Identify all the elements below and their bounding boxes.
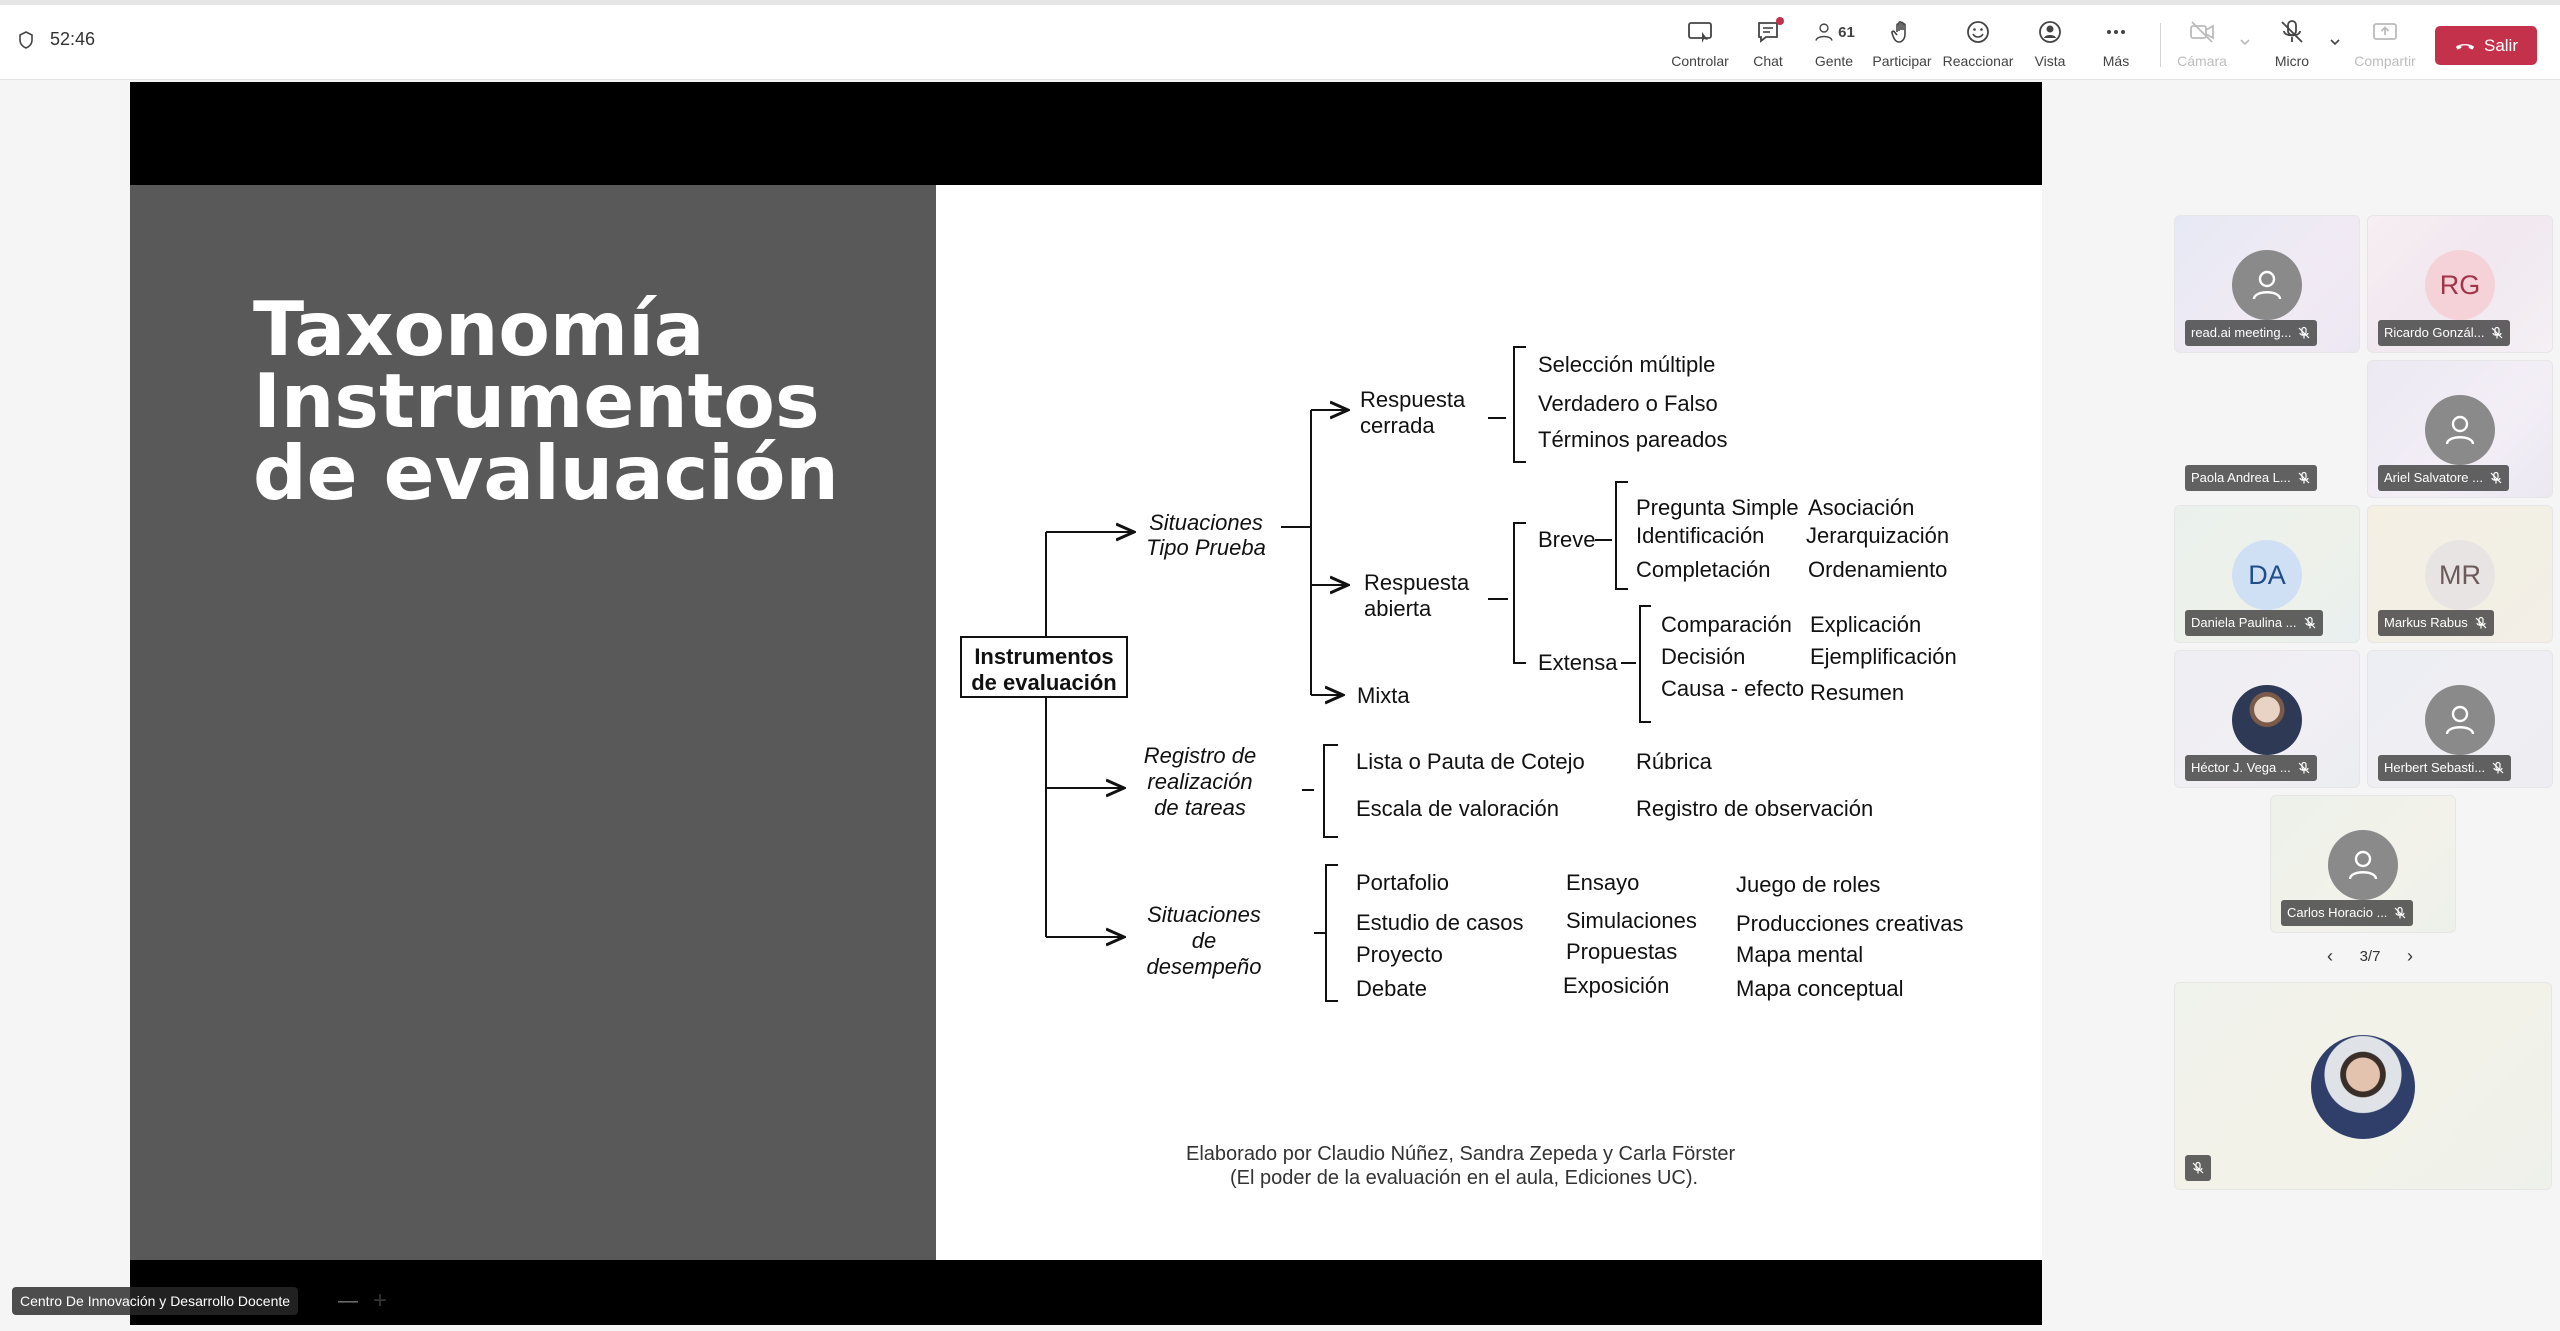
desempeno-label: desempeño [1146, 954, 1262, 979]
zoom-out-button[interactable]: — [338, 1290, 358, 1312]
mic-muted-icon [2491, 761, 2505, 775]
camera-button[interactable] [2176, 15, 2228, 77]
avatar [2232, 250, 2302, 320]
gallery-pager [2320, 944, 2420, 968]
participant-tile[interactable] [2367, 650, 2553, 788]
people-button[interactable] [1808, 15, 1860, 77]
raise-hand-button[interactable] [1870, 15, 1934, 77]
registro-label: de tareas [1154, 795, 1246, 820]
root-label: Instrumentos [974, 644, 1114, 669]
cerrada-item: Términos pareados [1538, 427, 1728, 452]
emoji-icon [1964, 18, 1992, 46]
control-icon [1686, 18, 1714, 46]
camera-label: Cámara [2177, 53, 2227, 69]
control-button[interactable] [1668, 15, 1732, 77]
breve-item: Identificación [1636, 523, 1765, 548]
camera-off-icon [2188, 18, 2216, 46]
people-label: Gente [1814, 53, 1854, 69]
breve-label: Breve [1538, 527, 1596, 552]
respuesta-abierta-label: abierta [1364, 596, 1432, 621]
participant-name-tag [2185, 465, 2317, 491]
person-icon [2248, 266, 2286, 304]
timer-text: 52:46 [50, 29, 96, 49]
registro-item: Escala de valoración [1356, 796, 1560, 821]
phone-hangup-icon [2454, 35, 2476, 57]
taxonomy-diagram-svg [936, 185, 2042, 1260]
participant-tile[interactable] [2367, 505, 2553, 643]
mic-muted-icon [2393, 906, 2407, 920]
cerrada-item: Verdadero o Falso [1538, 391, 1718, 416]
extensa-item: Decisión [1661, 644, 1746, 669]
participant-tile[interactable] [2367, 360, 2553, 498]
participant-name: Carlos Horacio ... [2287, 905, 2388, 920]
control-label: Controlar [1671, 53, 1729, 69]
self-mic-status [2185, 1155, 2211, 1181]
avatar [2425, 685, 2495, 755]
avatar [2232, 685, 2302, 755]
breve-item: Asociación [1808, 495, 1915, 520]
participant-tile[interactable] [2367, 215, 2553, 353]
mic-muted-icon [2490, 326, 2504, 340]
leave-label: Salir [2483, 35, 2518, 55]
desempeno-item: Proyecto [1356, 942, 1443, 967]
respuesta-cerrada-label: Respuesta [1360, 387, 1466, 412]
toolbar-divider [2160, 23, 2161, 67]
mic-muted-icon [2191, 1161, 2205, 1175]
desempeno-label: Situaciones [1147, 902, 1261, 927]
participant-name-tag [2378, 320, 2510, 346]
slide-title-line: Taxonomía [253, 285, 705, 373]
extensa-item: Ejemplificación [1810, 644, 1957, 669]
desempeno-item: Producciones creativas [1736, 911, 1964, 936]
participant-name-tag [2378, 465, 2509, 491]
registro-label: Registro de [1143, 743, 1257, 768]
registro-item: Lista o Pauta de Cotejo [1356, 749, 1585, 774]
desempeno-item: Mapa mental [1736, 942, 1864, 967]
view-button[interactable] [2030, 15, 2070, 77]
breve-item: Jerarquización [1806, 523, 1950, 548]
taxonomy-diagram [936, 185, 2042, 1260]
participant-name-tag [2185, 610, 2323, 636]
pager-next-icon[interactable]: › [2406, 945, 2413, 966]
chat-label: Chat [1753, 53, 1783, 69]
shared-screen [130, 82, 2042, 1325]
share-button[interactable] [2352, 15, 2418, 77]
desempeno-item: Estudio de casos [1356, 910, 1524, 935]
mic-off-icon [2278, 18, 2306, 46]
registro-item: Registro de observación [1636, 796, 1874, 821]
desempeno-item: Mapa conceptual [1736, 976, 1904, 1001]
extensa-item: Causa - efecto [1661, 676, 1805, 701]
desempeno-item: Simulaciones [1566, 908, 1697, 933]
slide-credit [936, 1142, 2042, 1190]
respuesta-cerrada-label: cerrada [1360, 413, 1435, 438]
person-icon [2441, 701, 2479, 739]
person-icon [2441, 411, 2479, 449]
breve-item: Ordenamiento [1808, 557, 1948, 582]
desempeno-item: Propuestas [1566, 939, 1678, 964]
view-icon [2036, 18, 2064, 46]
mic-muted-icon [2297, 471, 2311, 485]
mic-muted-icon [2489, 471, 2503, 485]
extensa-item: Comparación [1661, 612, 1792, 637]
participant-tile[interactable] [2174, 360, 2360, 498]
mic-options-chevron-icon[interactable] [2328, 35, 2342, 49]
mixta-label: Mixta [1357, 683, 1410, 708]
mic-label: Micro [2274, 53, 2310, 69]
more-button[interactable] [2096, 15, 2136, 77]
participant-tile[interactable] [2270, 795, 2456, 933]
tipo-prueba-label: Situaciones [1149, 510, 1263, 535]
desempeno-item: Exposición [1563, 973, 1670, 998]
mic-muted-icon [2303, 616, 2317, 630]
mic-muted-icon [2297, 326, 2311, 340]
more-icon [2102, 18, 2130, 46]
participant-tile[interactable] [2174, 215, 2360, 353]
desempeno-item: Portafolio [1356, 870, 1449, 895]
presentation-slide [130, 185, 2042, 1260]
avatar [2425, 395, 2495, 465]
react-label: Reaccionar [1942, 53, 2014, 69]
more-label: Más [2102, 53, 2130, 69]
root-label: de evaluación [971, 670, 1117, 695]
participant-name: Herbert Sebasti... [2384, 760, 2486, 775]
chat-notification-dot [1776, 17, 1784, 25]
credit-line: Elaborado por Claudio Núñez, Sandra Zepeda y Carla Förster [1186, 1143, 1736, 1165]
share-label: Compartir [2354, 53, 2416, 69]
self-avatar [2311, 1035, 2415, 1139]
credit-line: (El poder de la evaluación en el aula, Ediciones UC). [1230, 1167, 1699, 1189]
avatar: RG [2425, 250, 2495, 320]
participant-name-tag [2378, 755, 2511, 781]
leave-button[interactable] [2435, 26, 2537, 65]
desempeno-label: de [1191, 928, 1217, 953]
shield-icon [16, 30, 36, 50]
participant-tile[interactable] [2174, 505, 2360, 643]
person-icon [2344, 846, 2382, 884]
extensa-item: Resumen [1810, 680, 1905, 705]
tipo-prueba-label: Tipo Prueba [1146, 535, 1266, 560]
share-icon [2371, 18, 2399, 46]
desempeno-item: Juego de roles [1736, 872, 1881, 897]
slide-title [253, 285, 913, 517]
mic-button[interactable] [2270, 15, 2314, 77]
breve-item: Completación [1636, 557, 1771, 582]
participant-tile[interactable] [2174, 650, 2360, 788]
hand-icon [1888, 18, 1916, 46]
meeting-toolbar [0, 0, 2560, 80]
participant-name: Markus Rabus [2384, 615, 2468, 630]
slide-title-line: de evaluación [253, 429, 839, 517]
slide-title-panel [130, 185, 936, 1260]
participant-name: Daniela Paulina ... [2191, 615, 2297, 630]
participant-name: Ariel Salvatore ... [2384, 470, 2483, 485]
raise-hand-label: Participar [1872, 53, 1932, 69]
extensa-item: Explicación [1810, 612, 1922, 637]
camera-options-chevron-icon[interactable] [2238, 35, 2252, 49]
participant-name-tag [2185, 755, 2317, 781]
cerrada-item: Selección múltiple [1538, 352, 1716, 377]
meeting-timer [16, 29, 95, 50]
presenter-name-tag: Centro De Innovación y Desarrollo Docente [12, 1287, 298, 1315]
slide-title-line: Instrumentos [253, 357, 820, 445]
chat-button[interactable] [1748, 15, 1788, 77]
participant-name: Ricardo Gonzál... [2384, 325, 2485, 340]
people-count: 61 [1838, 23, 1855, 41]
zoom-in-button[interactable]: + [372, 1287, 387, 1314]
registro-item: Rúbrica [1636, 749, 1712, 774]
avatar: MR [2425, 540, 2495, 610]
participant-name: Paola Andrea L... [2191, 470, 2291, 485]
people-icon [1813, 21, 1835, 43]
avatar [2328, 830, 2398, 900]
view-label: Vista [2034, 53, 2066, 69]
react-button[interactable] [1942, 15, 2014, 77]
pager-label: 3/7 [2359, 947, 2381, 965]
participant-name-tag [2185, 320, 2317, 346]
breve-item: Pregunta Simple [1636, 495, 1799, 520]
desempeno-item: Ensayo [1566, 870, 1640, 895]
respuesta-abierta-label: Respuesta [1364, 570, 1470, 595]
participant-name: Héctor J. Vega ... [2191, 760, 2291, 775]
self-view-tile[interactable] [2174, 982, 2552, 1190]
participant-name: read.ai meeting... [2191, 325, 2292, 340]
mic-muted-icon [2474, 616, 2488, 630]
avatar: DA [2232, 540, 2302, 610]
participant-name-tag [2281, 900, 2413, 926]
mic-muted-icon [2297, 761, 2311, 775]
desempeno-item: Debate [1356, 976, 1427, 1001]
participant-name-tag [2378, 610, 2494, 636]
extensa-label: Extensa [1538, 650, 1618, 675]
pager-prev-icon[interactable]: ‹ [2327, 945, 2333, 966]
registro-label: realización [1147, 769, 1253, 794]
